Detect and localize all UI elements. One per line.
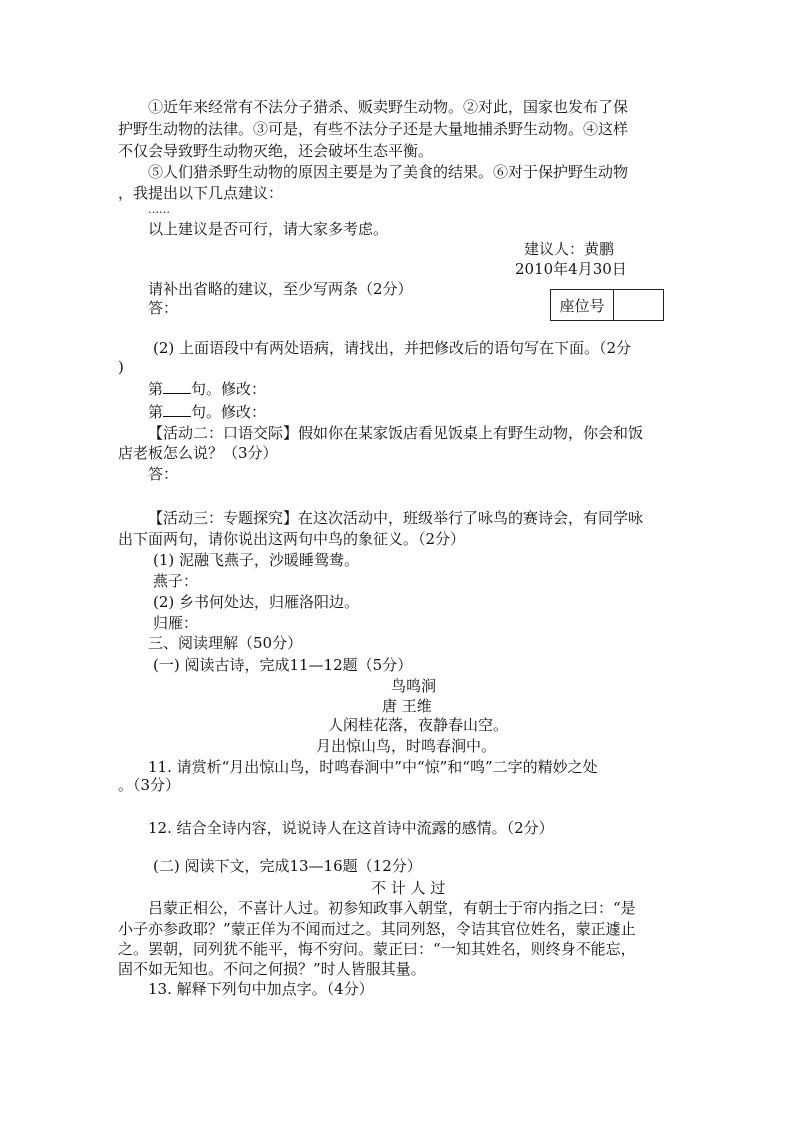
text-line: 之。罢朝，同列犹不能平，悔不穷问。蒙正曰：“一知其姓名，则终身不能忘， bbox=[118, 940, 636, 958]
part-2-title: (二) 阅读下文，完成13—16题（12分） bbox=[153, 857, 422, 875]
text-line: 固不如无知也。不问之何损？”时人皆服其量。 bbox=[118, 960, 426, 978]
seat-number-field[interactable] bbox=[614, 290, 663, 320]
text-line: 小子亦参政耶？”蒙正佯为不闻而过之。其同列怒，令诘其官位姓名，蒙正遽止 bbox=[118, 920, 636, 938]
proposer: 建议人：黄鹏 bbox=[524, 240, 615, 258]
answer-label: 答： bbox=[148, 299, 179, 317]
fix-blank-2[interactable] bbox=[163, 402, 191, 417]
question-supplement: 请补出省略的建议，至少写两条（2分） bbox=[148, 280, 413, 298]
poem-author: 唐 王维 bbox=[382, 697, 432, 715]
activity-3-cont: 出下面两句，请你说出这两句中鸟的象征义。（2分） bbox=[118, 530, 466, 548]
fix-suffix: 句。修改： bbox=[191, 380, 267, 398]
passage-line: 不仅会导致野生动物灭绝，还会破坏生态平衡。 bbox=[118, 142, 434, 160]
answer-goose: 归雁： bbox=[153, 614, 199, 632]
seat-number-label: 座位号 bbox=[551, 290, 614, 320]
poem-title: 鸟鸣涧 bbox=[391, 677, 437, 695]
activity-2-answer: 答： bbox=[148, 465, 179, 483]
question-11-cont: 。（3分） bbox=[118, 776, 181, 794]
fix-suffix: 句。修改： bbox=[191, 403, 267, 421]
activity-3: 【活动三：专题探究】在这次活动中，班级举行了咏鸟的赛诗会，有同学咏 bbox=[148, 509, 644, 527]
fix-blank-1[interactable] bbox=[163, 379, 191, 394]
poem-line: 人闲桂花落，夜静春山空。 bbox=[328, 716, 509, 734]
fix-line-2 bbox=[148, 402, 266, 422]
verse-2: (2) 乡书何处达，归雁洛阳边。 bbox=[153, 593, 360, 611]
passage-line: ①近年来经常有不法分子猎杀、贩卖野生动物。②对此，国家也发布了保 bbox=[148, 98, 629, 116]
date: 2010年4月30日 bbox=[515, 260, 627, 278]
text-line: 吕蒙正相公，不喜计人过。初参知政事入朝堂，有朝士于帘内指之曰：“是 bbox=[148, 899, 636, 917]
poem-line: 月出惊山鸟，时鸣春涧中。 bbox=[316, 737, 497, 755]
fix-prefix: 第 bbox=[148, 403, 164, 421]
seat-number-box bbox=[550, 289, 664, 321]
question-13: 13. 解释下列句中加点字。（4分） bbox=[148, 980, 374, 998]
activity-2: 【活动二：口语交际】假如你在某家饭店看见饭桌上有野生动物，你会和饭 bbox=[148, 424, 644, 442]
part-1-title: (一) 阅读古诗，完成11—12题（5分） bbox=[153, 656, 413, 674]
passage-line: 护野生动物的法律。③可是，有些不法分子还是大量地捕杀野生动物。④这样 bbox=[118, 120, 629, 138]
verse-1: (1) 泥融飞燕子，沙暖睡鸳鸯。 bbox=[153, 551, 360, 569]
question-12: 12. 结合全诗内容，说说诗人在这首诗中流露的感情。（2分） bbox=[148, 819, 554, 837]
activity-2-cont: 店老板怎么说？（3分） bbox=[118, 444, 278, 462]
fix-line-1 bbox=[148, 379, 266, 399]
fix-prefix: 第 bbox=[148, 380, 164, 398]
question-2: (2) 上面语段中有两处语病，请找出，并把修改后的语句写在下面。（2分 bbox=[153, 339, 632, 357]
question-2-cont: ) bbox=[118, 358, 124, 376]
passage-line: 以上建议是否可行，请大家多考虑。 bbox=[148, 220, 389, 238]
question-11: 11. 请赏析“月出惊山鸟，时鸣春涧中”中“惊”和“鸣”二字的精妙之处 bbox=[148, 758, 598, 776]
answer-swallow: 燕子： bbox=[153, 572, 199, 590]
text-title: 不 计 人 过 bbox=[371, 879, 446, 897]
section-3-title: 三、阅读理解（50分） bbox=[148, 634, 303, 652]
passage-line: ，我提出以下几点建议： bbox=[118, 184, 284, 202]
passage-line: ⑤人们猎杀野生动物的原因主要是为了美食的结果。⑥对于保护野生动物 bbox=[148, 163, 629, 181]
ellipsis: …… bbox=[148, 203, 170, 216]
